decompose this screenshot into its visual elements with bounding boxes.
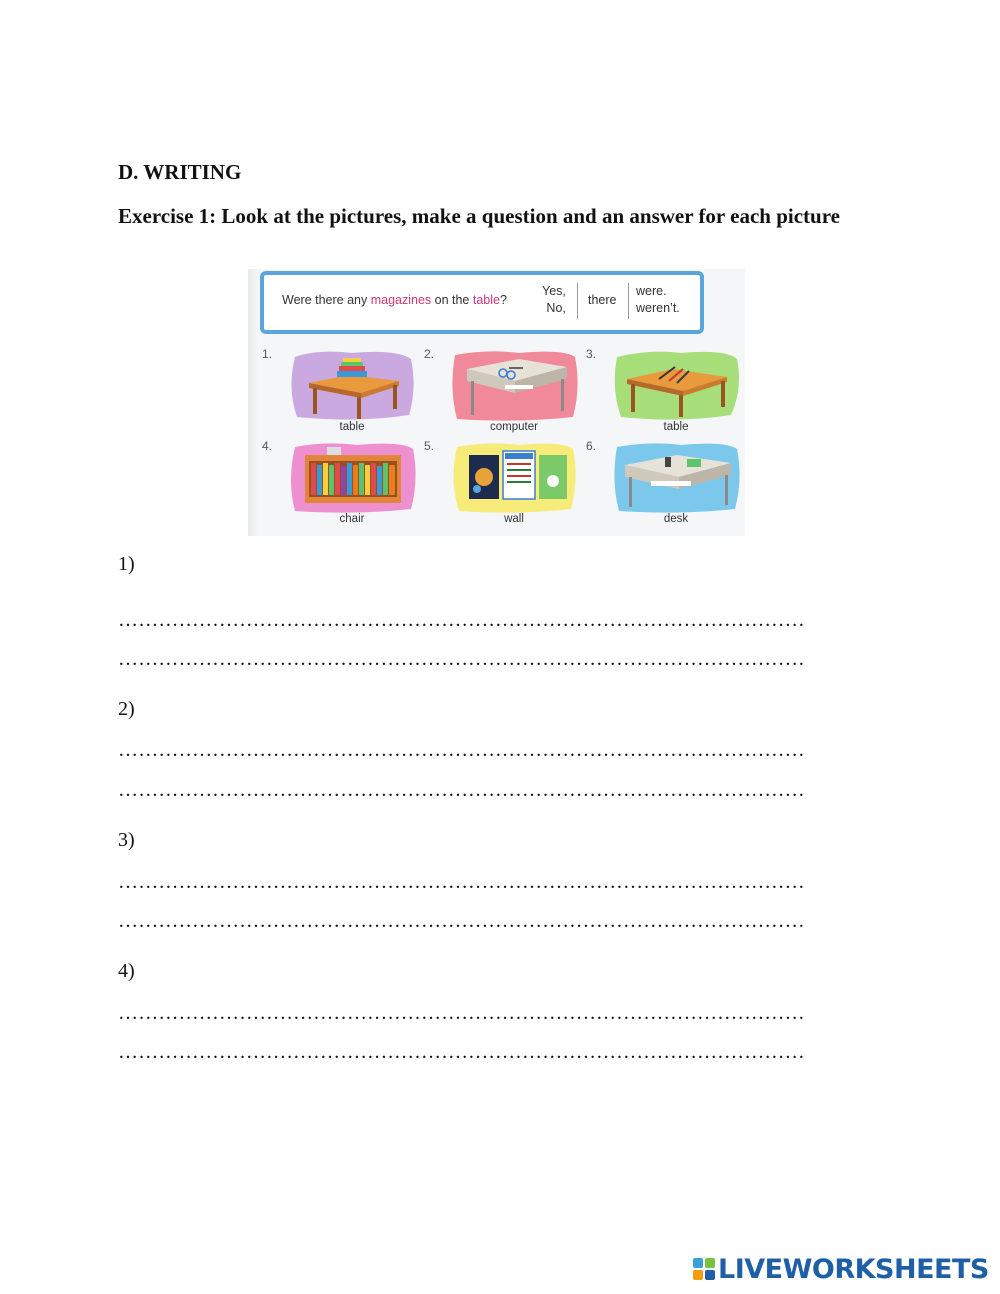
- picture-item-6: [586, 439, 745, 529]
- item-number: 4.: [262, 439, 273, 453]
- item-number: 6.: [586, 439, 597, 453]
- item-number: 5.: [424, 439, 435, 453]
- question-highlight-magazines: magazines: [370, 293, 432, 307]
- item-caption: computer: [490, 421, 538, 433]
- were-column: [636, 283, 680, 317]
- section-title: D. WRITING: [118, 160, 242, 184]
- exercise-instructions: Exercise 1: Look at the pictures, make a question and an answer for each picture: [118, 204, 840, 228]
- item-caption: desk: [663, 513, 689, 525]
- yes-label: Yes,: [542, 284, 566, 298]
- question-part: on the: [431, 293, 473, 307]
- question-part: ?: [499, 293, 507, 307]
- divider: [628, 283, 629, 319]
- answer-line[interactable]: …………………………………………………………………………………………: [118, 648, 805, 670]
- item-caption: table: [663, 421, 689, 433]
- item-number: 2.: [424, 347, 435, 361]
- picture-item-1: [262, 347, 422, 437]
- answer-line[interactable]: …………………………………………………………………………………………: [118, 910, 805, 932]
- answer-line[interactable]: …………………………………………………………………………………………: [118, 609, 805, 631]
- item-caption: table: [339, 421, 365, 433]
- grammar-box: [260, 271, 704, 334]
- answer-label-1: 1): [118, 553, 135, 575]
- item-number: 3.: [586, 347, 597, 361]
- picture-item-3: [586, 347, 745, 437]
- question-part: Were there any: [282, 293, 371, 307]
- computer-desk-illustration: [449, 349, 579, 421]
- werent-label: weren’t.: [636, 301, 680, 315]
- item-number: 1.: [262, 347, 273, 361]
- answer-line[interactable]: …………………………………………………………………………………………: [118, 739, 805, 761]
- answer-label-2: 2): [118, 698, 135, 720]
- yes-no-column: [542, 283, 566, 317]
- item-caption: wall: [504, 513, 524, 525]
- answer-line[interactable]: …………………………………………………………………………………………: [118, 871, 805, 893]
- picture-item-4: [262, 439, 422, 529]
- question-highlight-table: table: [472, 293, 500, 307]
- item-caption: chair: [339, 513, 365, 525]
- answer-label-3: 3): [118, 829, 135, 851]
- grammar-question: [282, 293, 507, 307]
- table-pencils-illustration: [611, 349, 741, 421]
- there-label: there: [588, 293, 617, 307]
- picture-item-5: [424, 439, 584, 529]
- bookshelf-illustration: [287, 441, 417, 513]
- no-label: No,: [546, 301, 566, 315]
- liveworksheets-logo: [693, 1254, 989, 1284]
- desk-illustration: [611, 441, 741, 513]
- divider: [577, 283, 578, 319]
- answer-label-4: 4): [118, 960, 135, 982]
- wall-posters-illustration: [449, 441, 579, 513]
- answer-line[interactable]: …………………………………………………………………………………………: [118, 1002, 805, 1024]
- logo-text: LIVEWORKSHEETS: [718, 1253, 989, 1285]
- figure-edge-shadow: [248, 269, 258, 536]
- table-magazines-illustration: [287, 349, 417, 421]
- exercise-figure: [248, 269, 745, 536]
- answer-line[interactable]: …………………………………………………………………………………………: [118, 779, 805, 801]
- were-label: were.: [636, 284, 667, 298]
- answer-line[interactable]: …………………………………………………………………………………………: [118, 1041, 805, 1063]
- logo-mark-icon: [693, 1258, 715, 1280]
- picture-item-2: [424, 347, 584, 437]
